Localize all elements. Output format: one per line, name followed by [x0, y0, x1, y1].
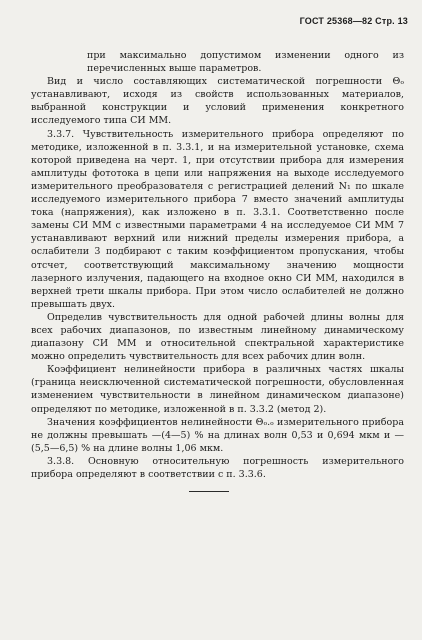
paragraph-nonlinearity-values: Значения коэффициентов нелинейности Θₒ.ₒ измерительного прибора не должны превышать —(4—5) % на длинах волн 0,53 и 0,694 мкм и —(5,5—6,5) % на длине волны 1,06 мкм. [31, 416, 404, 454]
paragraph-nonlinearity: Коэффициент нелинейности прибора в различных частях шкалы (граница неисключенной систематической погрешности, обусловленная изменением чувствительности в линейном динамическом диапазоне) определяют по методике, изложенной в п. 3.3.2 (метод 2). [31, 364, 404, 415]
paragraph-sensitivity: Определив чувствительность для одной рабочей длины волны для всех рабочих диапазонов, по известным линейному динамическому диапазону СИ ММ и относительной спектральной характеристике можно определить чувствительность для всех рабочих длин волн. [31, 311, 404, 363]
page-body [31, 49, 404, 481]
paragraph-3-3-7: 3.3.7. Чувствительность измерительного прибора определяют по методике, изложенной в п. 3.3.1, и на измерительной установке, схема которой приведена на черт. 1, при отсутствии прибора для измерения амплитуды фототока в цепи или напряжения на выходе исследуемого измерительного преобразователя с регистрацией делений N₁ по шкале исследуемого измерительного прибора 7 вместо значений амплитуды тока (напряжения), как изложено в п. 3.3.1. Соответственно после замены СИ ММ с известными параметрами 4 на исследуемое СИ ММ 7 устанавливают верхний или нижний пределы измерения прибора, а ослабители 3 подбирают с таким коэффициентом пропускания, чтобы отсчет, соответствующий максимальному значению мощности лазерного излучения, падающего на входное окно СИ ММ, находился в верхней трети шкалы прибора. При этом число ослабителей не должно превышать двух. [31, 128, 404, 310]
page-header: ГОСТ 25368—82 Стр. 13 [299, 16, 408, 26]
paragraph-3-3-8: 3.3.8. Основную относительную погрешность измерительного прибора определяют в соответствии с п. 3.3.6. [31, 455, 404, 480]
section-end-rule [189, 491, 229, 492]
paragraph-systematic-error: Вид и число составляющих систематической погрешности Θₒ устанавливают, исходя из свойств использованных материалов, выбранной конструкции и условий применения конкретного исследуемого типа СИ ММ. [31, 76, 404, 127]
paragraph-continuation: при максимально допустимом изменении одного из перечисленных выше параметров. [87, 50, 404, 75]
